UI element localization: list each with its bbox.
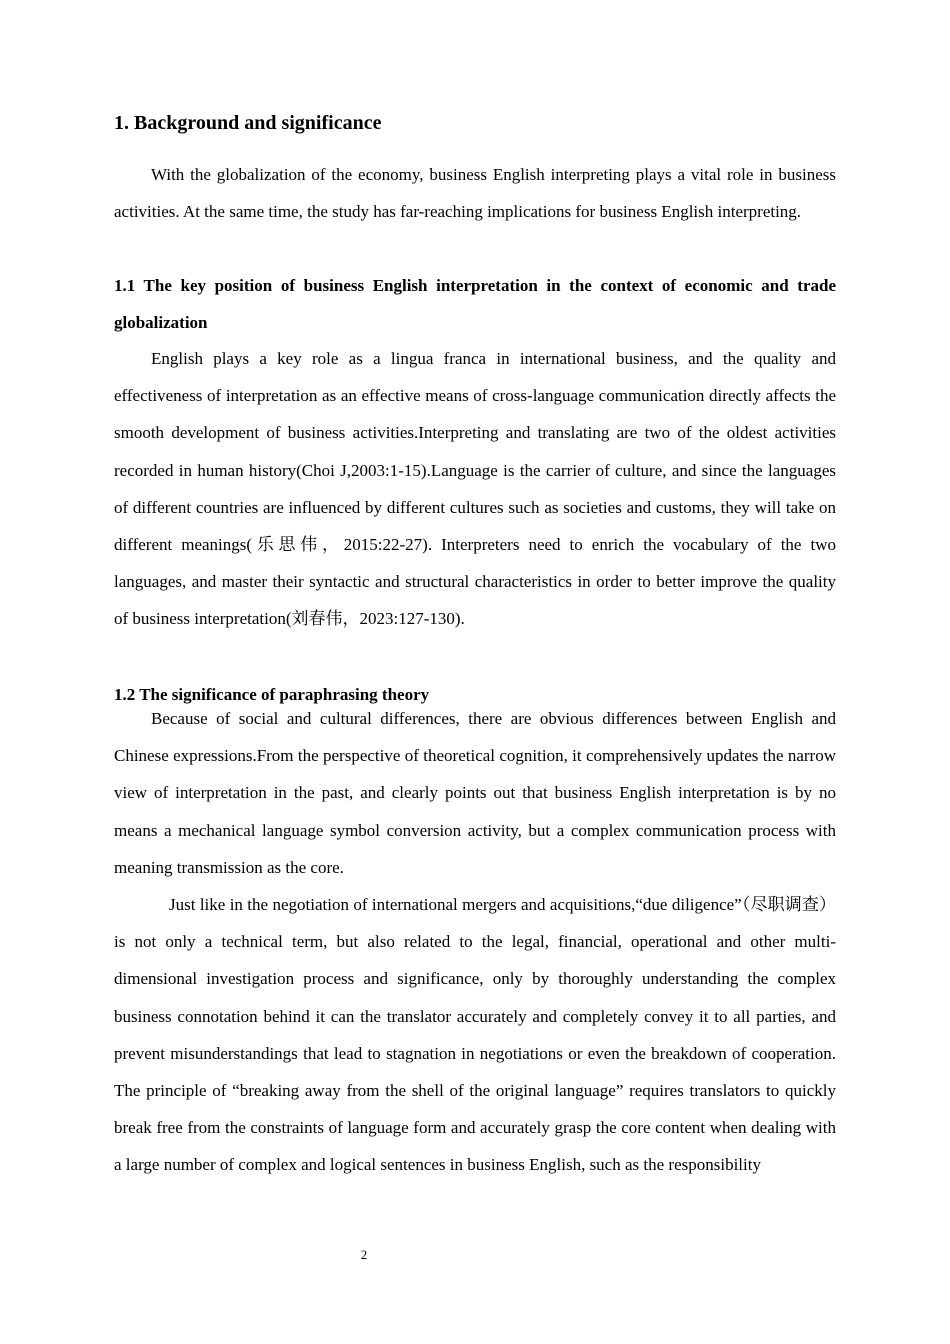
paraphrasing-paragraph-1: Because of social and cultural differences, there are obvious differences between English and Chinese expressions.From the perspective of theoretical cognition, it comprehensively updates the narrow view of interpretation in the past, and clearly points out that business English interpretation is by no means a mechanical language symbol conversion activity, but a complex communication process with meaning transmission as the core. <box>114 709 836 877</box>
intro-paragraph: With the globalization of the economy, business English interpreting plays a vital role in business activities. At the same time, the study has far-reaching implications for business English interpreting. <box>114 165 836 222</box>
section-heading-background: 1. Background and significance <box>114 112 382 134</box>
subsection-heading-paraphrasing: 1.2 The significance of paraphrasing theory <box>114 685 430 704</box>
page-number: 2 <box>360 1247 368 1262</box>
subsection-heading-key-position: 1.1 The key position of business English interpretation in the context of economic and trade globalization <box>114 276 836 332</box>
paraphrasing-paragraph-2: Just like in the negotiation of international mergers and acquisitions,“due diligence”（尽职调查） is not only a technical term, but also related to the legal, financial, operational and other multi-dimensional investigation process and significance, only by thoroughly understanding the complex business connotation behind it can the translator accurately and completely convey it to all parties, and prevent misunderstandings that lead to stagnation in negotiations or even the breakdown of cooperation. The principle of “breaking away from the shell of the original language” requires translators to quickly break free from the constraints of language form and accurately grasp the core content when dealing with a large number of complex and logical sentences in business English, such as the responsibility <box>114 895 836 1175</box>
key-position-paragraph: English plays a key role as a lingua franca in international business, and the quality and effectiveness of interpretation as an effective means of cross-language communication directly affects the smooth development of business activities.Interpreting and translating are two of the oldest activities recorded in human history(Choi J,2003:1-15).Language is the carrier of culture, and since the languages of different countries are influenced by different cultures such as societies and customs, they will take on different meanings(乐思伟，2015:22-27). Interpreters need to enrich the vocabulary of the two languages, and master their syntactic and structural characteristics in order to better improve the quality of business interpretation(刘春伟，2023:127-130). <box>114 349 836 629</box>
